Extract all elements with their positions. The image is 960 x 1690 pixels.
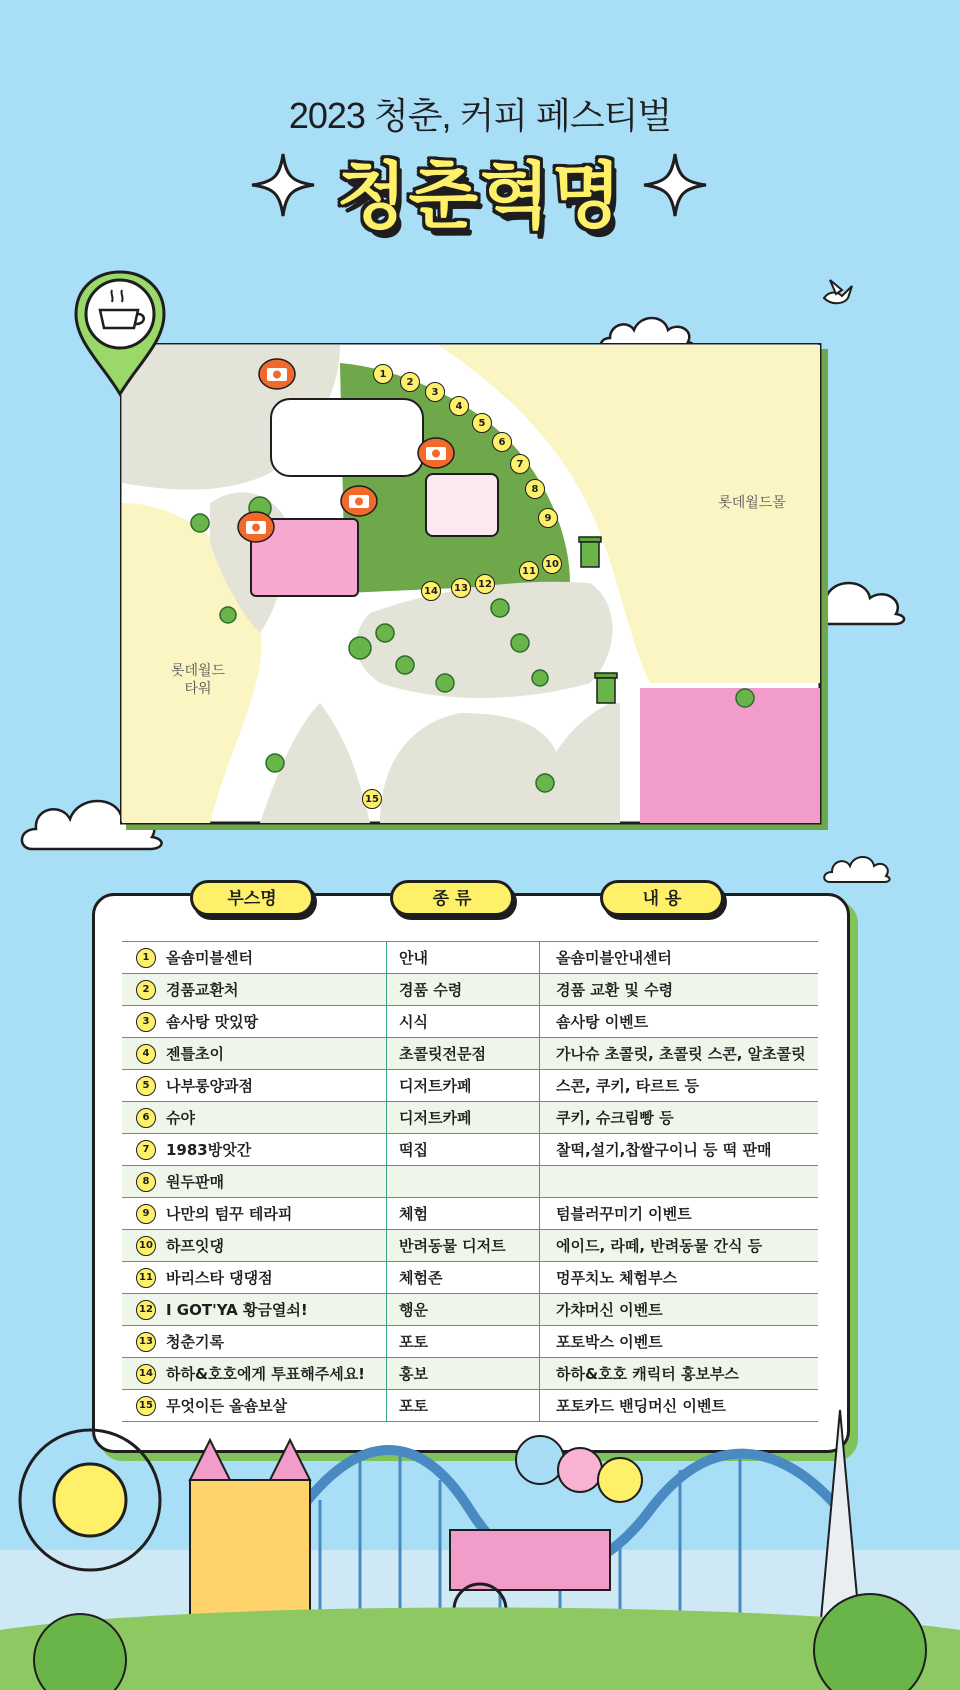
dove-icon: [818, 272, 858, 312]
table-header-type: 종 류: [390, 880, 514, 916]
amusement-park-scenery: [0, 1400, 960, 1690]
map-marker-12: 12: [475, 574, 495, 594]
booth-name: 바리스타 댕댕점: [166, 1268, 273, 1287]
booth-name: 하하&호호에게 투표해주세요!: [166, 1364, 366, 1383]
booth-name: I GOT'YA 황금열쇠!: [166, 1300, 308, 1319]
booth-number-badge: 15: [136, 1396, 156, 1416]
booth-content-cell: 멍푸치노 체험부스: [540, 1262, 819, 1294]
booth-content-cell: 경품 교환 및 수령: [540, 974, 819, 1006]
booth-name: 무엇이든 올숌보살: [166, 1396, 288, 1415]
table-row: [122, 1134, 818, 1166]
booth-content-cell: 찰떡,설기,찹쌀구이니 등 떡 판매: [540, 1134, 819, 1166]
sparkle-icon: [640, 150, 710, 220]
booth-content-cell: 올숌미블안내센터: [540, 942, 819, 974]
booth-name: 슈야: [166, 1108, 195, 1127]
map-marker-13: 13: [451, 578, 471, 598]
map-marker-5: 5: [472, 413, 492, 433]
table-row: [122, 1038, 818, 1070]
map-label-lotte-tower-line1: 롯데월드: [170, 662, 226, 678]
booth-content-cell: 숌사탕 이벤트: [540, 1006, 819, 1038]
booth-name-cell: [122, 1230, 387, 1262]
booth-content-cell: [540, 1166, 819, 1198]
camera-icon: [340, 484, 378, 518]
booth-name: 경품교환처: [166, 980, 239, 999]
booth-number-badge: 12: [136, 1300, 156, 1320]
booth-name: 청춘기록: [166, 1332, 224, 1351]
booth-type-cell: 포토: [387, 1326, 540, 1358]
map-marker-15: 15: [362, 789, 382, 809]
map-marker-10: 10: [542, 554, 562, 574]
booth-content-cell: 에이드, 라떼, 반려동물 간식 등: [540, 1230, 819, 1262]
booth-number-badge: 8: [136, 1172, 156, 1192]
booth-name-cell: [122, 974, 387, 1006]
booth-name-cell: [122, 1134, 387, 1166]
booth-type-cell: 초콜릿전문점: [387, 1038, 540, 1070]
map-marker-11: 11: [519, 561, 539, 581]
booth-type-cell: 디저트카페: [387, 1070, 540, 1102]
booth-type-cell: 홍보: [387, 1358, 540, 1390]
map-marker-4: 4: [449, 396, 469, 416]
booth-name-cell: [122, 1070, 387, 1102]
booth-illustration-characters: [270, 398, 424, 477]
booth-name: 올숌미블센터: [166, 948, 253, 967]
booth-name-cell: [122, 1294, 387, 1326]
booth-content-cell: 포토박스 이벤트: [540, 1326, 819, 1358]
booth-number-badge: 1: [136, 948, 156, 968]
table-row: [122, 1326, 818, 1358]
sparkle-icon: [248, 150, 318, 220]
table-row: [122, 942, 818, 974]
booth-number-badge: 6: [136, 1108, 156, 1128]
table-row: [122, 1230, 818, 1262]
trash-bin-icon: [593, 669, 619, 705]
festival-subtitle: 2023 청춘, 커피 페스티벌: [288, 95, 672, 136]
booth-content-cell: 텀블러꾸미기 이벤트: [540, 1198, 819, 1230]
booth-name-cell: [122, 1262, 387, 1294]
booth-type-cell: 체험존: [387, 1262, 540, 1294]
booth-name: 나부롱양과점: [166, 1076, 253, 1095]
booth-name-cell: [122, 1326, 387, 1358]
table-header-content: 내 용: [600, 880, 724, 916]
booth-name: 나만의 텀꾸 테라피: [166, 1204, 293, 1223]
booth-type-cell: 안내: [387, 942, 540, 974]
map-pin-coffee-icon: [72, 268, 168, 398]
map-marker-3: 3: [425, 382, 445, 402]
booth-content-cell: 포토카드 밴딩머신 이벤트: [540, 1390, 819, 1422]
booth-number-badge: 13: [136, 1332, 156, 1352]
table-row: [122, 1102, 818, 1134]
booth-name: 하프잇댕: [166, 1236, 224, 1255]
booth-table: [122, 941, 818, 1422]
booth-type-cell: 행운: [387, 1294, 540, 1326]
booth-type-cell: [387, 1166, 540, 1198]
trash-bin-icon: [577, 533, 603, 569]
booth-number-badge: 4: [136, 1044, 156, 1064]
map-marker-7: 7: [510, 454, 530, 474]
booth-content-cell: 하하&호호 캐릭터 홍보부스: [540, 1358, 819, 1390]
booth-name-cell: [122, 1038, 387, 1070]
festival-title: 청춘혁명: [336, 154, 624, 238]
booth-number-badge: 3: [136, 1012, 156, 1032]
table-row: [122, 1006, 818, 1038]
map-marker-2: 2: [400, 372, 420, 392]
map-marker-1: 1: [373, 364, 393, 384]
booth-name-cell: [122, 1358, 387, 1390]
table-row: [122, 1358, 818, 1390]
booth-content-cell: 쿠키, 슈크림빵 등: [540, 1102, 819, 1134]
booth-name-cell: [122, 1198, 387, 1230]
booth-name: 1983방앗간: [166, 1140, 252, 1159]
map-label-lotte-mall: 롯데월드몰: [718, 494, 786, 510]
camera-icon: [417, 436, 455, 470]
table-row: [122, 1294, 818, 1326]
booth-number-badge: 2: [136, 980, 156, 1000]
booth-content-cell: 스콘, 쿠키, 타르트 등: [540, 1070, 819, 1102]
cloud-decoration: [822, 850, 892, 886]
booth-type-cell: 체험: [387, 1198, 540, 1230]
festival-map: [120, 343, 828, 830]
booth-name: 원두판매: [166, 1172, 224, 1191]
map-marker-14: 14: [421, 581, 441, 601]
booth-number-badge: 11: [136, 1268, 156, 1288]
camera-icon: [237, 510, 275, 544]
map-marker-9: 9: [538, 508, 558, 528]
booth-type-cell: 반려동물 디저트: [387, 1230, 540, 1262]
booth-type-cell: 시식: [387, 1006, 540, 1038]
booth-number-badge: 5: [136, 1076, 156, 1096]
booth-type-cell: 디저트카페: [387, 1102, 540, 1134]
table-row: [122, 1166, 818, 1198]
booth-type-cell: 포토: [387, 1390, 540, 1422]
booth-name-cell: [122, 1006, 387, 1038]
map-marker-6: 6: [492, 432, 512, 452]
map-label-lotte-tower: [158, 661, 238, 697]
booth-illustration-truck: [425, 473, 499, 537]
booth-name-cell: [122, 942, 387, 974]
booth-content-cell: 가챠머신 이벤트: [540, 1294, 819, 1326]
map-label-lotte-tower-line2: 타워: [184, 680, 212, 696]
booth-content-cell: 가나슈 초콜릿, 초콜릿 스콘, 알초콜릿: [540, 1038, 819, 1070]
booth-name-cell: [122, 1166, 387, 1198]
table-row: [122, 1262, 818, 1294]
booth-number-badge: 10: [136, 1236, 156, 1256]
booth-name: 젠틀초이: [166, 1044, 224, 1063]
table-row: [122, 1070, 818, 1102]
booth-type-cell: 떡집: [387, 1134, 540, 1166]
booth-number-badge: 7: [136, 1140, 156, 1160]
table-header-booth: 부스명: [190, 880, 314, 916]
table-row: [122, 974, 818, 1006]
booth-name: 숌사탕 맛있땅: [166, 1012, 259, 1031]
booth-name-cell: [122, 1102, 387, 1134]
camera-icon: [258, 357, 296, 391]
booth-number-badge: 14: [136, 1364, 156, 1384]
booth-type-cell: 경품 수령: [387, 974, 540, 1006]
map-marker-8: 8: [525, 479, 545, 499]
table-row: [122, 1198, 818, 1230]
booth-number-badge: 9: [136, 1204, 156, 1224]
